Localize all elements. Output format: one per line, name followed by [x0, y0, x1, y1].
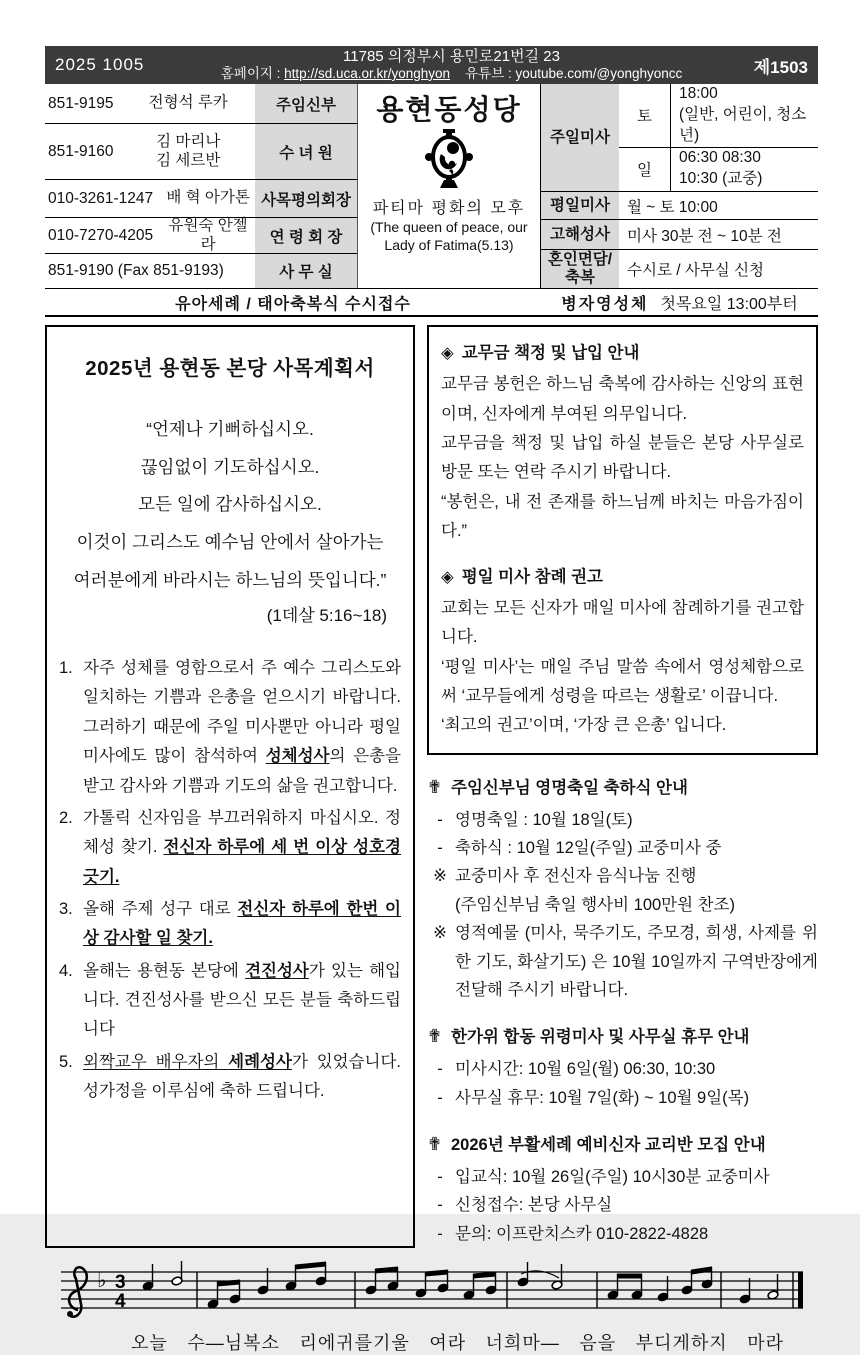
header-info-table [45, 84, 818, 289]
entrance-ceremony-line: 입교식: 10월 26일(주일) 10시30분 교중미사 [455, 1167, 770, 1186]
notice-1-p2: 교무금을 책정 및 납입 하실 분들은 본당 사무실로 방문 또는 연락 주시기 바랍니다. [441, 434, 804, 482]
sister-name-1: 김 마리나 [156, 132, 221, 150]
pastoral-plan-box [45, 325, 415, 1248]
contact-row-pastor [45, 84, 357, 124]
office-phone: 851-9190 (Fax 851-9193) [48, 262, 224, 279]
pastor-name: 전형석 루카 [148, 94, 228, 112]
notice-1-title: ◈ 교무금 책정 및 납입 안내 [441, 339, 804, 368]
homepage-link[interactable]: http://sd.uca.or.kr/yonghyon [284, 65, 451, 81]
lyric-word: 부디게하지 [635, 1333, 728, 1354]
plan-title: 2025년 용현동 본당 사목계획서 [85, 357, 375, 380]
announcement-2-title: 한가위 합동 위령미사 및 사무실 휴무 안내 [451, 1028, 750, 1047]
cross-bullet-icon: ✟ [427, 1026, 443, 1047]
yeonryeong-name: 유원숙 안젤라 [168, 216, 248, 253]
right-column [427, 325, 818, 1248]
pastor-phone: 851-9195 [48, 94, 114, 112]
office-role: 사 무 실 [255, 254, 357, 288]
saturday-note: (일반, 어린이, 청소년) [679, 105, 807, 144]
confession-row [541, 220, 818, 250]
weekday-mass-time: 월 ~ 토 10:00 [627, 198, 718, 216]
homepage-label: 홈페이지 : [220, 65, 281, 81]
weekday-mass-row [541, 192, 818, 220]
scripture-quote: “언제나 기뻐하십시오. 끊임없이 기도하십시오. 모든 일에 감사하십시오. 이것이 그리스도 예수님 안에서 살아가는 여러분에게 바라시는 하느님의 뜻입니다.” [73, 419, 387, 590]
convent-role: 수 녀 원 [255, 124, 357, 179]
contact-row-office [45, 254, 357, 288]
sunday-times-1: 06:30 08:30 [679, 149, 761, 167]
notice-box [427, 325, 818, 755]
pastor-role: 주임신부 [255, 84, 357, 123]
hymn-section [45, 1260, 818, 1355]
flat-sign: ♭ [97, 1270, 107, 1293]
marriage-time: 수시로 / 사무실 신청 [627, 262, 765, 279]
music-staff [45, 1260, 818, 1324]
sick-communion-label: 병자영성체 [561, 295, 649, 313]
subtitle-en-line2: Lady of Fatima(5.13) [384, 236, 514, 253]
spacer [454, 66, 462, 81]
youtube-link[interactable]: 유튜브 : youtube.com/@yonghyoncc [465, 65, 683, 81]
scripture-reference: (1데살 5:16~18) [266, 606, 387, 626]
lyric-word: 리에귀를기울 [299, 1333, 410, 1354]
sick-communion-time: 첫목요일 13:00부터 [660, 295, 798, 313]
food-sharing-line: 교중미사 후 전신자 음식나눔 진행 [455, 867, 697, 886]
sunday-mass-label: 주일미사 [541, 84, 619, 191]
lyric-word: 오늘 [131, 1333, 168, 1354]
saturday-day: 토 [619, 84, 671, 147]
time-sig-bottom: 4 [115, 1291, 126, 1313]
sunday-row [619, 148, 818, 191]
contact-row-council [45, 180, 357, 218]
announcement-feast-day: ✟ 주임신부님 영명축일 축하식 안내 - 영명축일 : 10월 18일(토) - 축하식 : 10월 12일(주일) 교중미사 중 ※ 교중미사 후 전신자 음식나눔 진행 (주임신부님 축일 행사비 100만원 찬조) ※ 영적예물 (미사, 묵주기도, 주모경, 희생, 사제를 위한 기도, 화살기도) 은 10월 10일까지 구역반장에게 전달해 주시기 바랍니다. [427, 772, 818, 1005]
notice-1-p1: 교무금 봉헌은 하느님 축복에 감사하는 신앙의 표현이며, 신자에게 부여된 의무입니다. [441, 375, 804, 423]
announcement-chuseok: ✟ 한가위 합동 위령미사 및 사무실 휴무 안내 - 미사시간: 10월 6일(월) 06:30, 10:30 - 사무실 휴무: 10월 7일(화) ~ 10월 9일(목) [427, 1021, 818, 1112]
announcement-catechism: ✟ 2026년 부활세례 예비신자 교리반 모집 안내 - 입교식: 10월 26일(주일) 10시30분 교중미사 - 신청접수: 본당 사무실 - 문의: 이프란치스카 010-2822-4828 [427, 1129, 818, 1248]
lyric-word: 여라 [429, 1333, 467, 1354]
yeonryeong-role: 연 령 회 장 [255, 218, 357, 253]
convent-names [122, 133, 255, 170]
sunday-times-2: 10:30 (교중) [679, 170, 763, 188]
council-role: 사목평의회장 [255, 180, 357, 217]
marriage-row [541, 250, 818, 288]
celebration-line: 축하식 : 10월 12일(주일) 교중미사 중 [455, 839, 722, 857]
music-notes [142, 1261, 779, 1309]
plan-item-3: 3. 올해 주제 성구 대로 전신자 하루에 한번 이상 감사할 일 찾기. [59, 900, 401, 948]
plan-item-1: 1. 자주 성체를 영함으로서 주 예수 그리스도와 일치하는 기쁨과 은총을 얻으시기 바랍니다. 그러하기 때문에 주일 미사뿐만 아니라 평일 미사에도 많이 참석하여 성체성사의 은총을 받고 감사와 기쁨과 기도의 삶을 권고합니다. [59, 659, 401, 795]
infant-baptism-text: 유아세례 / 태아축복식 수시접수 [175, 295, 411, 313]
contact-row-convent [45, 124, 357, 180]
parish-subtitle-ko: 파티마 평화의 모후 [372, 200, 526, 217]
plan-item-2: 2. 가톨릭 신자임을 부끄러워하지 마십시오. 정체성 찾기. 전신자 하루에 세 번 이상 성호경 긋기. [59, 808, 401, 886]
links-line [167, 66, 736, 82]
time-sig-top: 3 [115, 1272, 126, 1294]
parish-title: 용현동성당 [376, 94, 522, 125]
confession-label: 고해성사 [541, 220, 619, 249]
baptism-row [45, 289, 818, 317]
top-bar [45, 46, 818, 84]
diamond-icon: ◈ [441, 344, 454, 362]
lyric-word: 마라 [747, 1333, 784, 1354]
notice-2-title: ◈ 평일 미사 참례 권고 [441, 563, 804, 592]
mass-schedule-table [541, 84, 818, 288]
diamond-icon: ◈ [441, 567, 454, 586]
sunday-mass-row [541, 84, 818, 192]
notice-2-p2: ‘평일 미사’는 매일 주님 말씀 속에서 영성체함으로써 ‘교무들에게 성령을 따르는 생활로’ 이끕니다. [441, 657, 804, 705]
notice-2-p1: 교회는 모든 신자가 매일 미사에 참례하기를 권고합니다. [441, 598, 804, 647]
weekday-mass-label: 평일미사 [541, 192, 619, 219]
feast-date-line: 영명축일 : 10월 18일(토) [455, 810, 633, 829]
office-closed-line: 사무실 휴무: 10월 7일(화) ~ 10월 9일(목) [455, 1088, 750, 1107]
announcement-1-title: 주임신부님 영명축일 축하식 안내 [451, 778, 688, 797]
lyric-word: 음을 [579, 1333, 617, 1354]
sick-communion [541, 291, 818, 314]
saturday-time: 18:00 [679, 85, 718, 102]
contacts-table [45, 84, 357, 288]
inquiry-line: 문의: 이프란치스카 010-2822-4828 [455, 1224, 709, 1243]
chuseok-mass-time: 미사시간: 10월 6일(월) 06:30, 10:30 [455, 1060, 716, 1079]
cross-bullet-icon: ✟ [427, 776, 443, 797]
convent-phone: 851-9160 [48, 142, 114, 160]
contact-row-yeonryeong [45, 218, 357, 254]
announcement-3-title: 2026년 부활세례 예비신자 교리반 모집 안내 [451, 1135, 766, 1154]
parish-subtitle-en [358, 219, 540, 254]
yeonryeong-phone: 010-7270-4205 [48, 226, 154, 244]
parish-header [357, 84, 541, 288]
lyric-word: 너희마— [485, 1333, 560, 1354]
sister-name-2: 김 세르반 [156, 151, 221, 169]
church-address: 11785 의정부시 용민로21번길 23 [343, 47, 560, 65]
application-line: 신청접수: 본당 사무실 [455, 1196, 613, 1215]
final-bar [798, 1272, 803, 1308]
saturday-row [619, 84, 818, 148]
hymn-lyrics [45, 1329, 818, 1355]
subtitle-en-line1: (The queen of peace, our [370, 219, 528, 235]
council-name: 배 혁 아가톤 [166, 189, 250, 207]
confession-time: 미사 30분 전 ~ 10분 전 [627, 227, 782, 245]
treble-clef-icon [67, 1267, 87, 1317]
notice-2-p3: ‘최고의 권고’이며, ‘가장 큰 은총’ 입니다. [441, 716, 727, 735]
lyric-word: 수—님복소 [187, 1333, 280, 1354]
council-phone: 010-3261-1247 [48, 189, 154, 207]
spiritual-gift-line: 영적예물 (미사, 묵주기도, 주모경, 희생, 사제를 위한 기도, 화살기도) 은 10월 10일까지 구역반장에게 전달해 주시기 바랍니다. [455, 924, 818, 999]
notice-1-p3: “봉헌은, 내 전 존재를 하느님께 바치는 마음가짐이다.” [441, 492, 804, 541]
cross-bullet-icon: ✟ [427, 1133, 443, 1154]
issue-number: 제1503 [753, 57, 808, 77]
sunday-day: 일 [619, 148, 671, 191]
top-bar-center [167, 48, 736, 82]
main-content [45, 325, 818, 1248]
parish-emblem-icon [421, 128, 477, 192]
plan-item-5: 5. 외짝교우 배우자의 세례성사가 있었습니다. 성가정을 이루심에 축하 드립니다. [59, 1052, 401, 1101]
issue-date: 2025 1005 [55, 55, 145, 74]
marriage-label: 혼인면담/ 축복 [541, 250, 619, 288]
donation-line: (주임신부님 축일 행사비 100만원 찬조) [455, 895, 736, 914]
plan-item-4: 4. 올해는 용현동 본당에 견진성사가 있는 해입니다. 견진성사를 받으신 모든 분들 축하드립니다 [59, 961, 401, 1039]
